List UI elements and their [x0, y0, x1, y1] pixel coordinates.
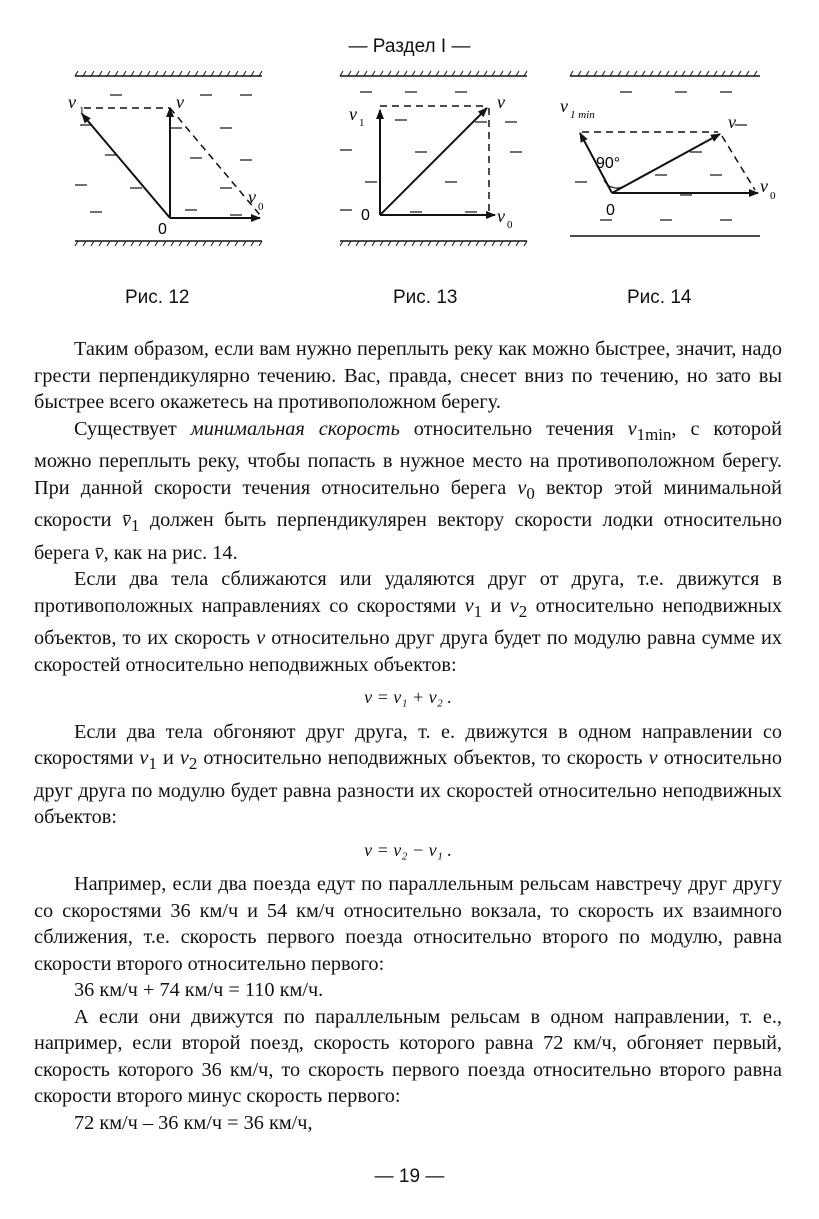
riverbank-top: [75, 71, 262, 76]
svg-text:0: 0: [361, 207, 370, 224]
figure-13: [335, 70, 535, 250]
svg-text:v: v: [728, 112, 736, 132]
paragraph-2: Существует минимальная скорость относительно течения $v_{1min}$, с которой можно переплыть реку, чтобы попасть в нужное место на противоположном берегу. При данной скорости течения относительно берега $v_0$ вектор этой минимальной скорости $v̄_1$ должен быть перпендикулярен вектору скорости лодки относительно берега v̄, как на рис. 14.: [34, 417, 782, 564]
svg-text:0: 0: [258, 201, 264, 213]
label-v1: v: [68, 92, 76, 112]
figure-14: [560, 70, 780, 250]
svg-text:1: 1: [359, 117, 365, 129]
body-text: [34, 336, 782, 1136]
formula-sum: v = v₁ + v₂ .: [364, 687, 452, 708]
example-line-2: 72 км/ч – 36 км/ч = 36 км/ч,: [74, 1111, 313, 1134]
svg-text:v: v: [497, 92, 505, 112]
svg-text:v: v: [760, 176, 768, 196]
example-line-1: 36 км/ч + 74 км/ч = 110 км/ч.: [74, 979, 324, 1002]
v-vector: [380, 108, 487, 215]
label-origin: 0: [158, 221, 167, 238]
paragraph-6: А если они движутся по параллельным рельсам в одном направлении, т. е., например, если второй поезд, скорость которого равна 72 км/ч, обгоняет первый, скорость которого 36 км/ч, то скорость первого поезда относительно второго равна скорости второго минус скорость первого:: [34, 1005, 782, 1108]
paragraph-4: Если два тела обгоняют друг друга, т. е. движутся в одном направлении со скоростями $v_1$ и $v_2$ относительно неподвижных объектов, то скорость v относительно друг друга по модулю будет равна разности их скоростей относительно неподвижных объектов:: [34, 720, 783, 829]
paragraph-3: Если два тела сближаются или удаляются друг от друга, т.е. движутся в противоположных направлениях со скоростями $v_1$ и $v_2$ относительно неподвижных объектов, то их скорость v относительно друг друга будет по модулю равна сумме их скоростей относительно неподвижных объектов:: [34, 568, 782, 676]
label-v: v: [176, 92, 184, 112]
caption-fig13: Рис. 13: [393, 287, 458, 308]
section-header: — Раздел I —: [348, 36, 471, 57]
svg-text:0: 0: [770, 190, 776, 202]
svg-text:1: 1: [79, 105, 85, 117]
v1-vector: [82, 114, 170, 218]
paragraph-5: Например, если два поезда едут по параллельным рельсам навстречу друг другу со скоростями 36 км/ч и 54 км/ч относительно вокзала, то скорость их взаимного сближения, т.е. скорость первого поезда относительно второго по модулю, равна скорости второго относительно первого:: [34, 873, 782, 975]
page-number: — 19 —: [374, 1166, 445, 1187]
figures-row: [0, 70, 819, 270]
dashed-diag: [170, 108, 260, 215]
figure-12: [70, 70, 270, 250]
svg-text:1 min: 1 min: [570, 109, 595, 121]
label-angle: 90°: [596, 155, 621, 172]
riverbank-bottom: [75, 241, 262, 246]
water-dashes: [75, 95, 252, 215]
svg-text:v: v: [497, 206, 505, 226]
svg-text:0: 0: [606, 202, 615, 219]
label-v0: v: [248, 187, 256, 207]
caption-fig12: Рис. 12: [125, 287, 190, 308]
formula-difference: v = v₂ − v₁ .: [364, 839, 452, 860]
svg-text:v: v: [560, 96, 568, 116]
svg-text:v: v: [349, 104, 357, 124]
caption-fig14: Рис. 14: [627, 287, 692, 308]
v-vector: [612, 134, 720, 193]
svg-text:0: 0: [507, 219, 513, 231]
paragraph-1: Таким образом, если вам нужно переплыть реку как можно быстрее, значит, надо грести перпендикулярно течению. Вас, правда, снесет вниз по течению, но зато вы быстрее всего окажетесь на противоположном берегу.: [34, 338, 782, 413]
